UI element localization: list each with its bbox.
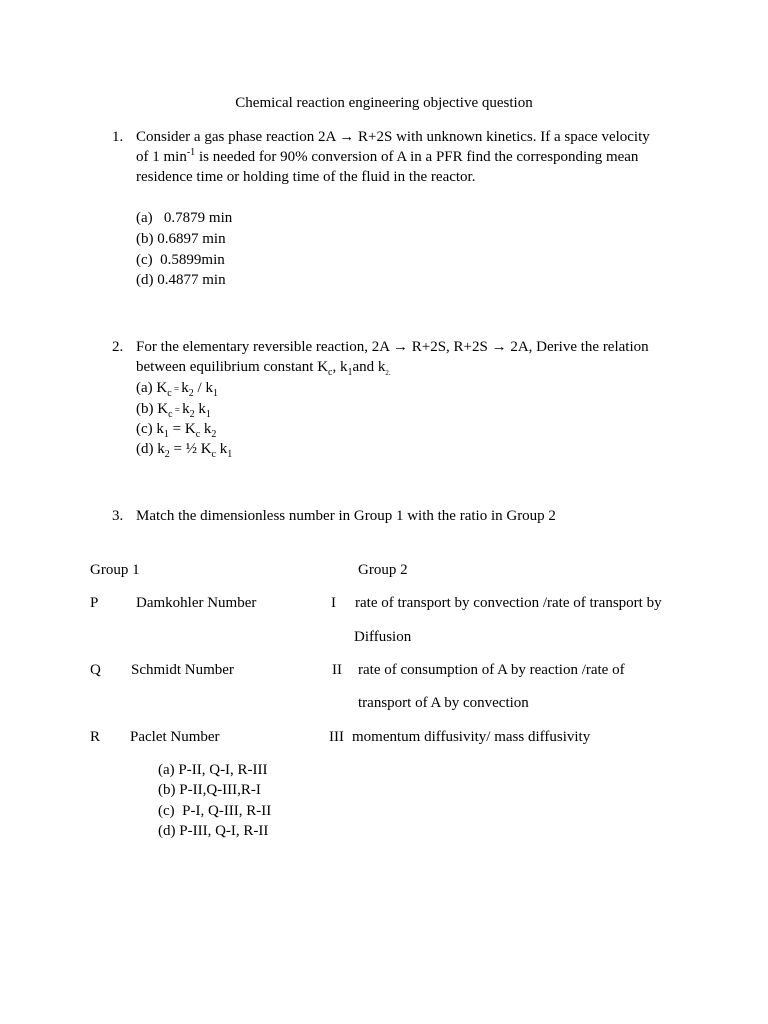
q2-option-b: (b) $K_c = k_2$ $k_1$ <box>136 401 211 420</box>
q1-number: 1. <box>112 129 124 145</box>
q1-option-d: (d) 0.4877 min <box>136 272 226 288</box>
row-ii-desc: rate of consumption of A by reaction /rate of <box>358 662 625 678</box>
q1-line-3: residence time or holding time of the fluid in the reactor. <box>136 169 476 185</box>
q1-line-2: of 1 $\min^{-1}$ is needed for 90% conversion of A in a PFR find the corresponding mean <box>136 147 639 165</box>
q2-line-2: between equilibrium constant $K_c$, $k_1and$ $k_{2.}$ <box>136 359 391 378</box>
q1-option-b: (b) 0.6897 min <box>136 231 226 247</box>
group-1-heading: Group 1 <box>90 562 140 578</box>
row-r-name: Paclet Number <box>130 729 220 745</box>
q3-option-c: (c) P-I, Q-III, R-II <box>158 803 272 819</box>
row-p-letter: P <box>90 595 99 611</box>
q2-line-1: For the elementary reversible reaction, 2A → R+2S, R+2S → 2A, Derive the relation <box>136 339 649 355</box>
row-p-name: Damkohler Number <box>136 595 257 611</box>
q1-line-1: Consider a gas phase reaction 2A → R+2S with unknown kinetics. If a space velocity <box>136 129 650 145</box>
group-2-heading: Group 2 <box>358 562 408 578</box>
q3-text: Match the dimensionless number in Group 1 with the ratio in Group 2 <box>136 508 556 524</box>
q2-option-c: (c) $k_1 = K_c$ $k_2$ <box>136 421 217 440</box>
q3-option-d: (d) P-III, Q-I, R-II <box>158 823 269 839</box>
row-r-letter: R <box>90 729 101 745</box>
q1-option-c: (c) 0.5899min <box>136 252 225 268</box>
row-ii-desc-cont: transport of A by convection <box>358 695 529 711</box>
row-q-name: Schmidt Number <box>131 662 234 678</box>
q1-option-a: (a) 0.7879 min <box>136 210 233 226</box>
q2-option-a: (a) $K_c = k_2 / k_1$ <box>136 380 218 399</box>
q3-option-b: (b) P-II,Q-III,R-I <box>158 782 261 798</box>
q2-option-d: (d) $k_2$ = ½ $K_c$ $k_1$ <box>136 441 233 460</box>
row-iii-desc: momentum diffusivity/ mass diffusivity <box>352 729 591 745</box>
document-title: Chemical reaction engineering objective question <box>235 95 533 111</box>
row-q-letter: Q <box>90 662 101 678</box>
row-iii-roman: III <box>329 729 344 745</box>
row-i-desc-cont: Diffusion <box>354 629 412 645</box>
row-ii-roman: II <box>332 662 342 678</box>
row-i-desc: rate of transport by convection /rate of transport by <box>355 595 662 611</box>
row-i-roman: I <box>331 595 336 611</box>
q3-option-a: (a) P-II, Q-I, R-III <box>158 762 268 778</box>
q2-number: 2. <box>112 339 124 355</box>
q3-number: 3. <box>112 508 124 524</box>
